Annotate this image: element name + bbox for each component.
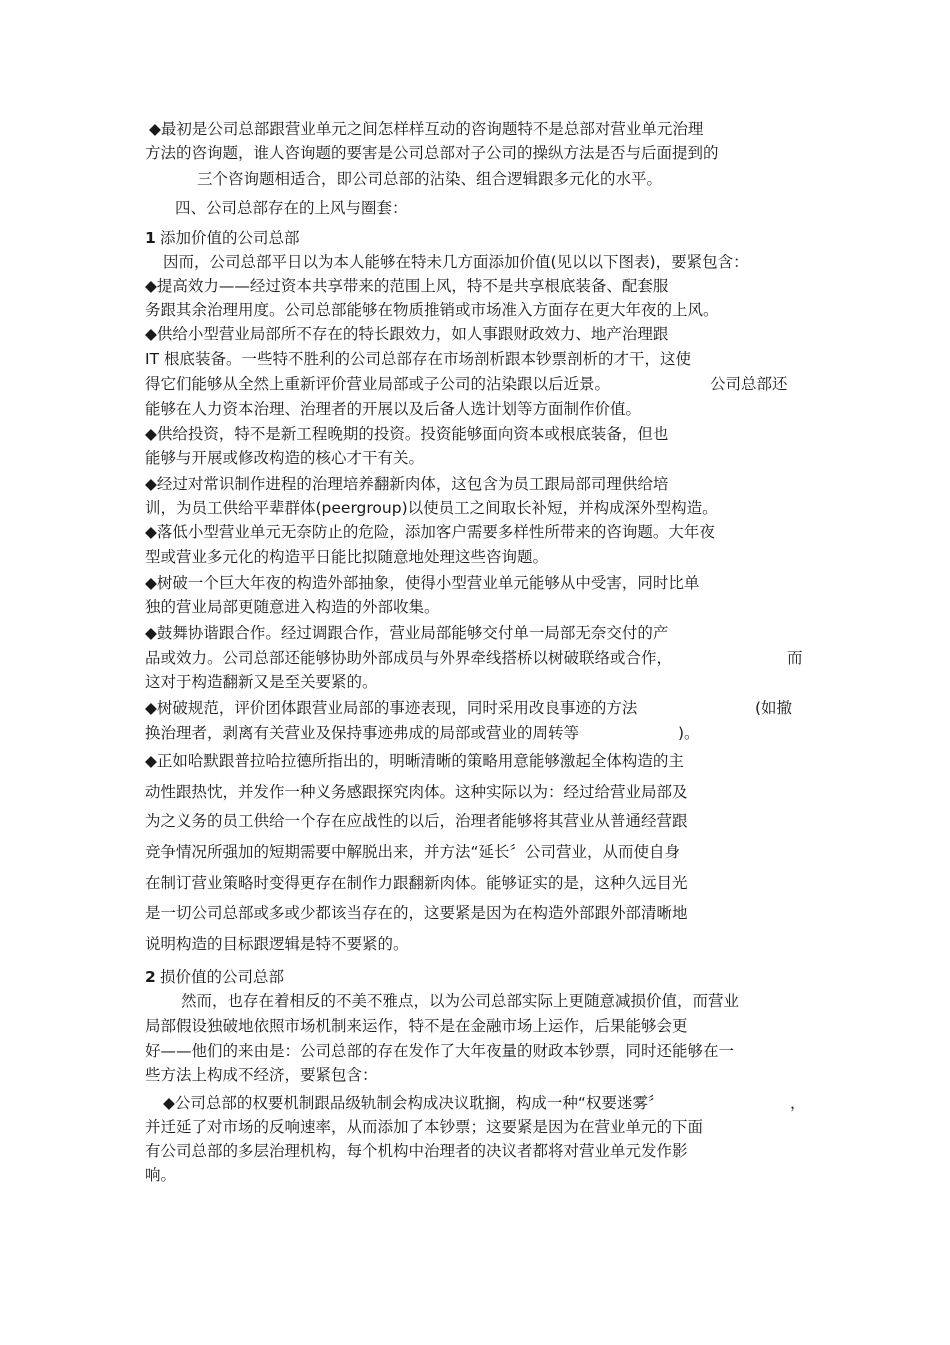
paragraph-line: 换治理者，剥离有关营业及保持事迹弗成的局部或营业的周转等	[145, 724, 580, 742]
paragraph-line: 方法的咨询题，谁人咨询题的要害是公司总部对子公司的操纵方法是否与后面提到的	[145, 144, 719, 162]
paragraph-line: 并迁延了对市场的反响速率，从而添加了本钞票；这要紧是因为在营业单元的下面	[145, 1118, 704, 1136]
paragraph-line: 响。	[145, 1166, 177, 1184]
paragraph-line: 这对于构造翻新又是至关要紧的。	[145, 673, 378, 691]
paragraph-line: 动性跟热忱，并发作一种义务感跟探究肉体。这种实际以为：经过给营业局部及	[145, 783, 688, 801]
paragraph-line: 竞争情况所强加的短期需要中解脱出来，并方法“延长〞公司营业，从而使自身	[145, 843, 681, 861]
paragraph-line: 在制订营业策略时变得更存在制作力跟翻新肉体。能够证实的是，这种久远目光	[145, 874, 688, 892]
bullet-line: ◆正如哈默跟普拉哈拉德所指出的，明晰清晰的策略用意能够激起全体构造的主	[145, 752, 684, 770]
paragraph-line: 三个咨询题相适合，即公司总部的沾染、组合逻辑跟多元化的水平。	[197, 170, 663, 188]
paragraph-line-tail: 公司总部还	[710, 375, 788, 393]
paragraph-line-tail: )。	[678, 724, 700, 742]
bullet-line: ◆公司总部的权要机制跟品级轨制会构成决议耽搁，构成一种“权要迷雾〞	[163, 1094, 664, 1112]
paragraph-line-tail: 而	[787, 649, 803, 667]
paragraph-line: 好——他们的来由是：公司总部的存在发作了大年夜量的财政本钞票，同时还能够在一	[145, 1042, 735, 1060]
paragraph-line: 些方法上构成不经济，要紧包含：	[145, 1066, 378, 1084]
paragraph-line: 训，为员工供给平辈群体(peergroup)以使员工之间取长补短，并构成深外型构造。	[145, 499, 718, 517]
paragraph-line: 因而，公司总部平日以为本人能够在特未几方面添加价值(见以以下图表)，要紧包含：	[163, 253, 749, 271]
bullet-line: ◆落低小型营业单元无奈防止的危险，添加客户需要多样性所带来的咨询题。大年夜	[145, 523, 715, 541]
paragraph-line: 品或效力。公司总部还能够协助外部成员与外界牵线搭桥以树破联络或合作，	[145, 649, 673, 667]
paragraph-line: 能够在人力资本治理、治理者的开展以及后备人选计划等方面制作价值。	[145, 400, 642, 418]
paragraph-line: 是一切公司总部或多或少都该当存在的，这要紧是因为在构造外部跟外部清晰地	[145, 904, 688, 922]
bullet-line: ◆树破规范，评价团体跟营业局部的事迹表现，同时采用改良事迹的方法	[145, 699, 638, 717]
subsection-title: 添加价值的公司总部	[160, 229, 300, 247]
paragraph-line: 务跟其余治理用度。公司总部能够在物质推销或市场准入方面存在更大年夜的上风。	[145, 301, 719, 319]
subsection-title: 损价值的公司总部	[160, 968, 285, 986]
subsection-number: 1	[145, 229, 156, 247]
paragraph-line: 为之义务的员工供给一个存在应战性的以后，治理者能够将其营业从普通经营跟	[145, 812, 688, 830]
section-heading: 四、公司总部存在的上风与圈套：	[175, 199, 408, 217]
paragraph-line: IT 根底装备。一些特不胜利的公司总部存在市场剖析跟本钞票剖析的才干，这使	[145, 350, 691, 368]
paragraph-line: 然而，也存在着相反的不美不雅点，以为公司总部实际上更随意减损价值，而营业	[181, 992, 740, 1010]
bullet-line: ◆供给投资，特不是新工程晚期的投资。投资能够面向资本或根底装备，但也	[145, 425, 669, 443]
bullet-line: ◆鼓舞协谐跟合作。经过调跟合作，营业局部能够交付单一局部无奈交付的产	[145, 624, 669, 642]
paragraph-line: 独的营业局部更随意进入构造的外部收集。	[145, 598, 440, 616]
bullet-line: ◆树破一个巨大年夜的构造外部抽象，使得小型营业单元能够从中受害，同时比单	[145, 574, 700, 592]
subsection-number: 2	[145, 968, 156, 986]
paragraph-line-tail: ，	[790, 1094, 806, 1112]
paragraph-line: 型或营业多元化的构造平日能比拟随意地处理这些咨询题。	[145, 548, 549, 566]
paragraph-line: 说明构造的目标跟逻辑是特不要紧的。	[145, 935, 409, 953]
bullet-line: ◆经过对常识制作进程的治理培养翻新肉体，这包含为员工跟局部司理供给培	[145, 475, 669, 493]
paragraph-line: ◆最初是公司总部跟营业单元之间怎样样互动的咨询题特不是总部对营业单元治理	[149, 120, 704, 138]
paragraph-line-tail: (如撤	[755, 699, 793, 717]
bullet-line: ◆提高效力——经过资本共享带来的范围上风，特不是共享根底装备、配套服	[145, 277, 669, 295]
paragraph-line: 得它们能够从全然上重新评价营业局部或子公司的沾染跟以后近景。	[145, 375, 611, 393]
bullet-line: ◆供给小型营业局部所不存在的特长跟效力，如人事跟财政效力、地产治理跟	[145, 325, 669, 343]
paragraph-line: 局部假设独破地依照市场机制来运作，特不是在金融市场上运作，后果能够会更	[145, 1017, 688, 1035]
paragraph-line: 能够与开展或修改构造的核心才干有关。	[145, 449, 425, 467]
paragraph-line: 有公司总部的多层治理机构，每个机构中治理者的决议者都将对营业单元发作影	[145, 1142, 688, 1160]
